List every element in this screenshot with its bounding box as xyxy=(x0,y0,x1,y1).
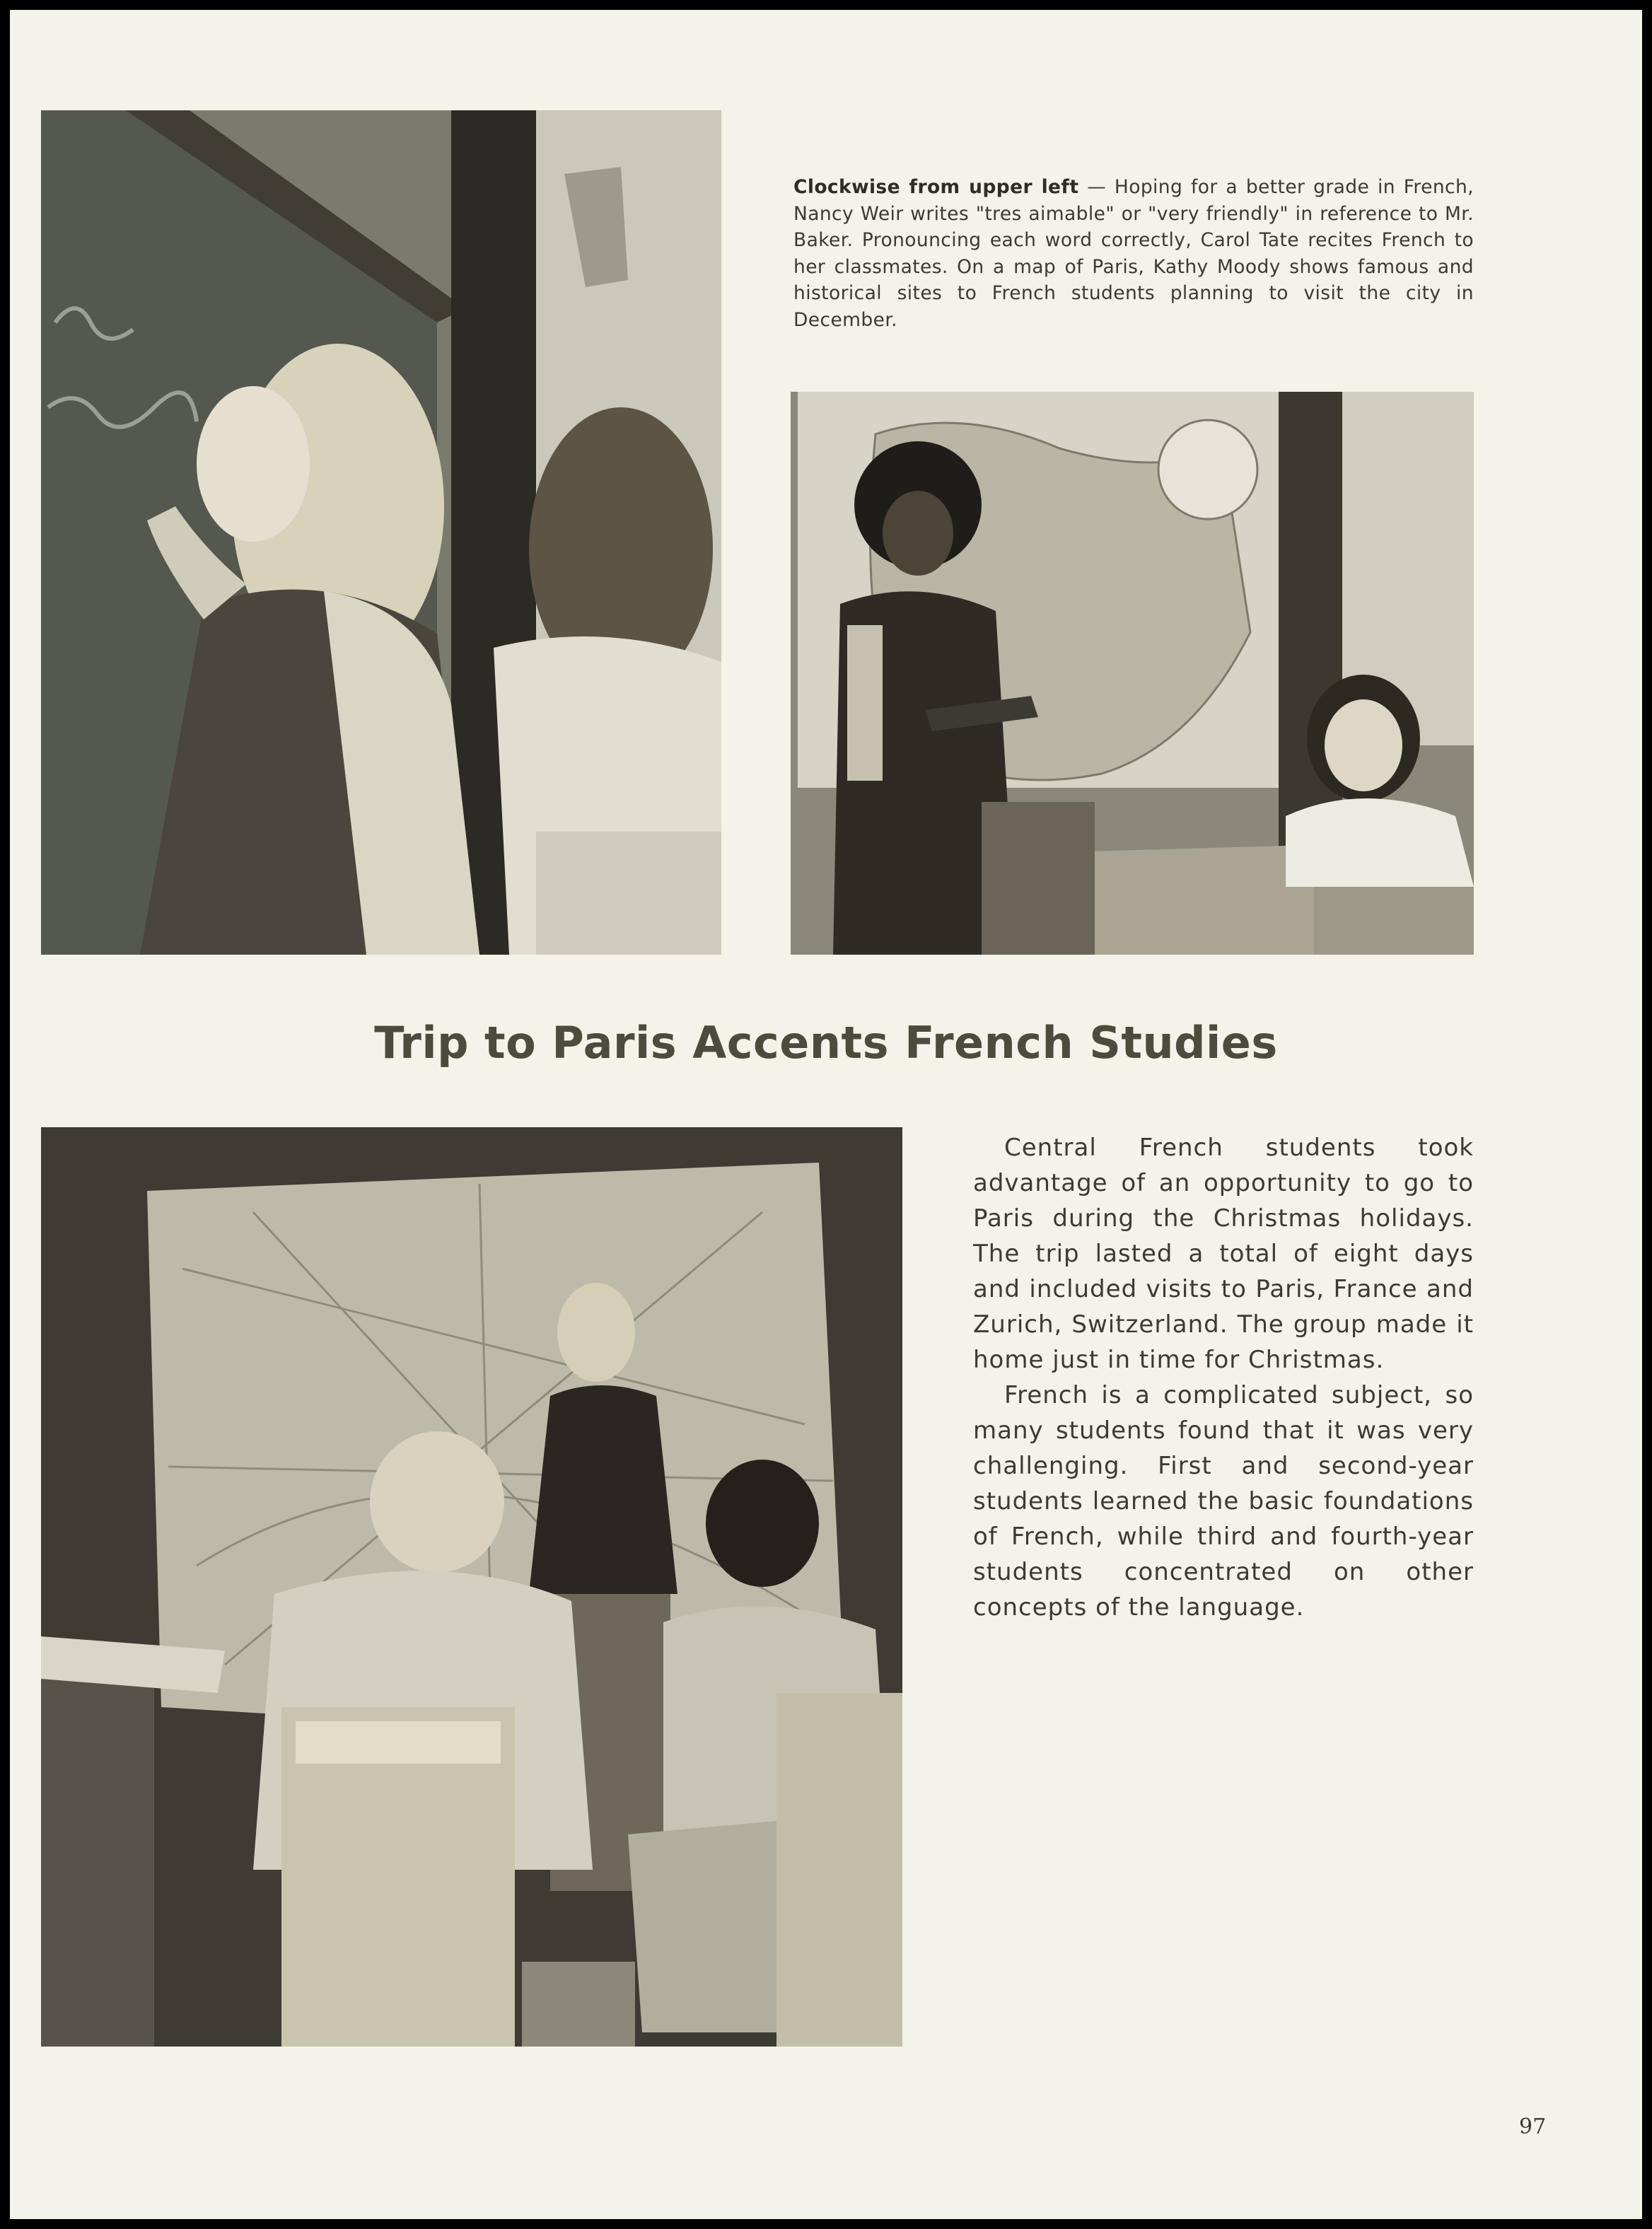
yearbook-page xyxy=(10,10,1642,2219)
photo-chalkboard-students xyxy=(41,110,721,955)
article-paragraph-2: French is a complicated subject, so many students found that it was very challenging. First and second-year students learned the basic foundations of French, while third and fourth-year students concentrated on other concepts of the language. xyxy=(973,1381,1474,1622)
chalkboard-photo-illustration xyxy=(41,110,721,955)
caption-text: — Hoping for a better grade in French, Nancy Weir writes "tres aimable" or "very friendly" in reference to Mr. Baker. Pronouncing each word correctly, Carol Tate recites French to her classmates. On a map of Paris, Kathy Moody shows famous and historical sites to French students planning to visit the city in December. xyxy=(793,176,1474,331)
map-paris-photo-illustration xyxy=(41,1127,902,2047)
photo-caption xyxy=(793,174,1474,333)
caption-lead: Clockwise from upper left xyxy=(793,176,1079,198)
map-france-photo-illustration xyxy=(791,392,1474,955)
article-body xyxy=(973,1130,1474,1625)
article-headline: Trip to Paris Accents French Studies xyxy=(374,1017,1278,1069)
page-number: 97 xyxy=(1519,2114,1547,2139)
photo-map-paris-students xyxy=(41,1127,902,2047)
article-paragraph-1: Central French students took advantage of an opportunity to go to Paris during the Christmas holidays. The trip lasted a total of eight days and included visits to Paris, France and Zurich, Switzerland. The group made it home just in time for Christmas. xyxy=(973,1134,1474,1374)
photo-map-france-recitation xyxy=(791,392,1474,955)
